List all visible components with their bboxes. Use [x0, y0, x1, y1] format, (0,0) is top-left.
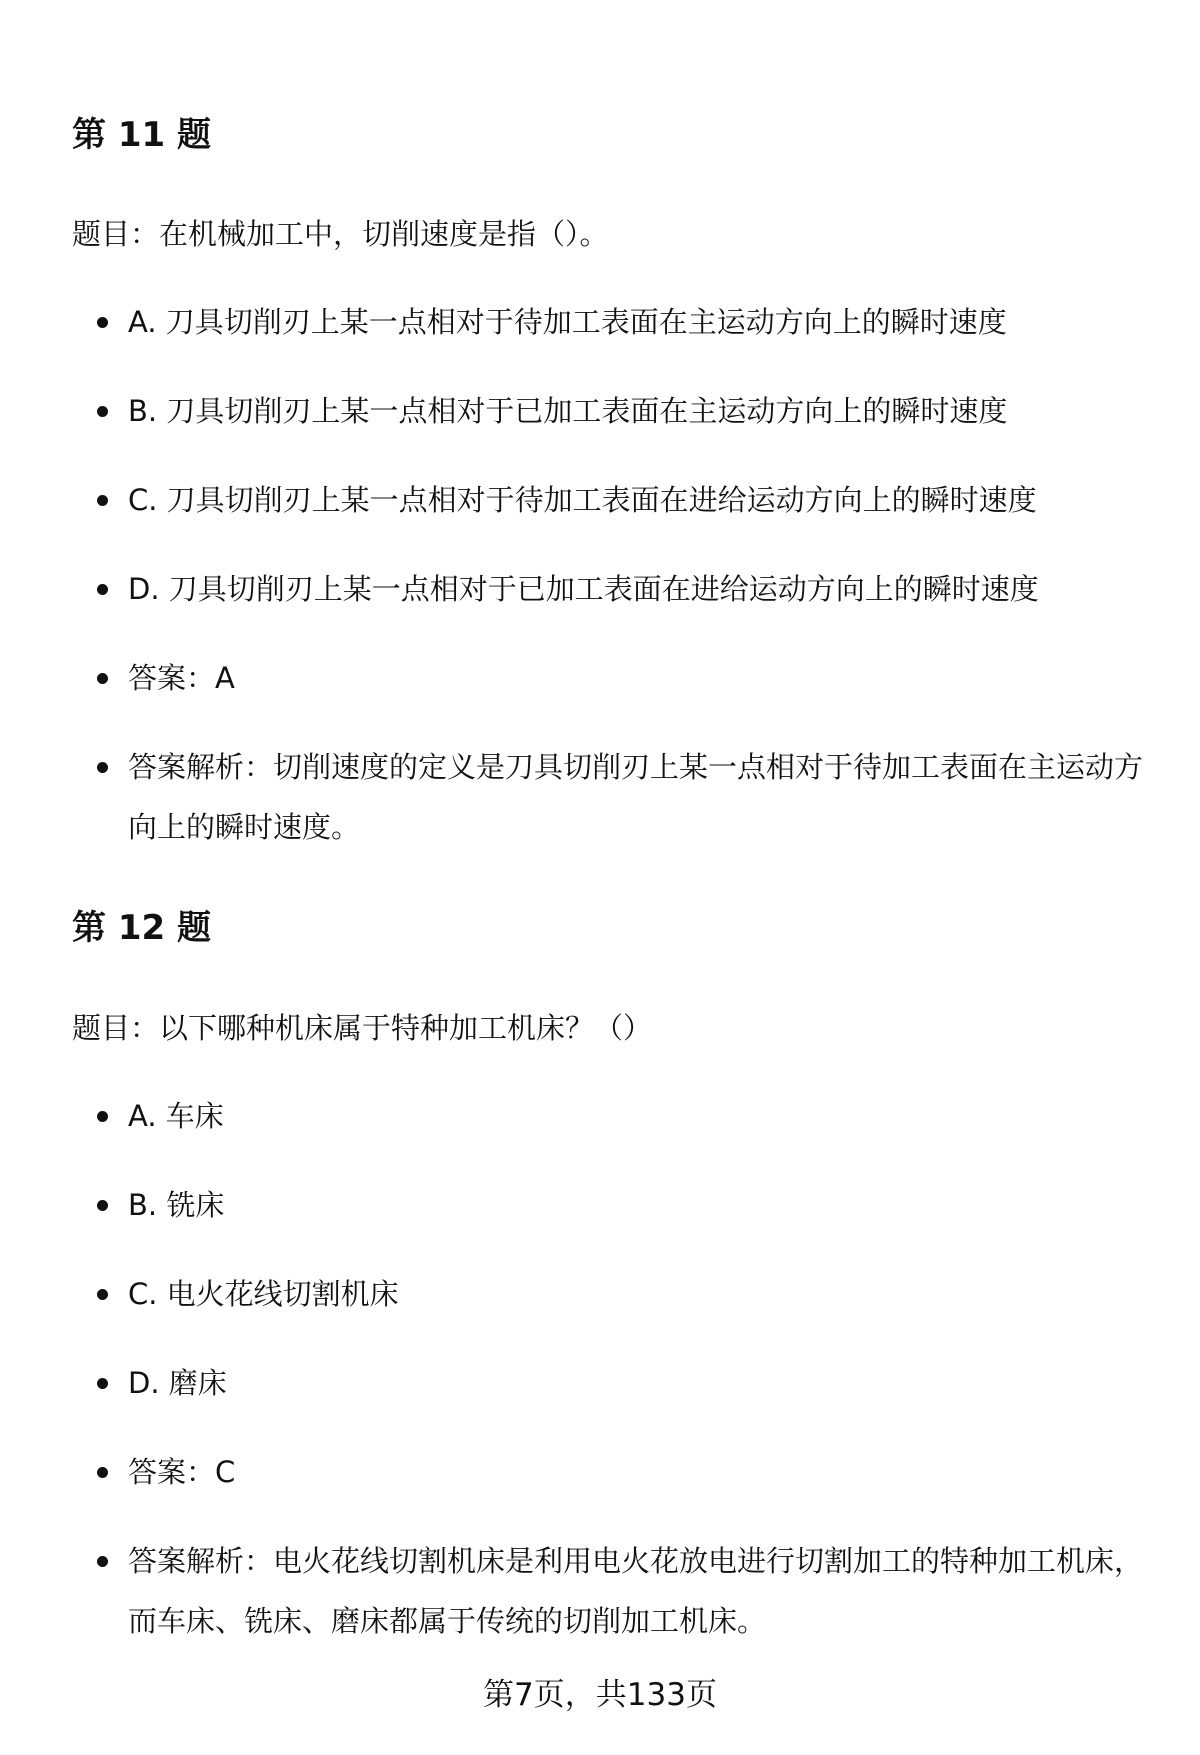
- option-text: B. 刀具切削刃上某一点相对于已加工表面在主运动方向上的瞬时速度: [128, 394, 1008, 428]
- option-text: B. 铣床: [128, 1188, 225, 1222]
- bullet-icon: [97, 406, 108, 417]
- answer-text: 答案：A: [128, 661, 235, 695]
- bullet-icon: [97, 1378, 108, 1389]
- answer-text: 答案：C: [128, 1455, 236, 1489]
- question-stem: 题目：在机械加工中，切削速度是指（）。: [72, 217, 609, 251]
- page-footer: 第7页，共133页: [483, 1677, 717, 1713]
- bullet-icon: [97, 1467, 108, 1478]
- option-text: A. 车床: [128, 1099, 224, 1133]
- option-text: D. 刀具切削刃上某一点相对于已加工表面在进给运动方向上的瞬时速度: [128, 572, 1039, 606]
- bullet-icon: [97, 495, 108, 506]
- bullet-icon: [97, 317, 108, 328]
- option-text: A. 刀具切削刃上某一点相对于待加工表面在主运动方向上的瞬时速度: [128, 305, 1007, 339]
- analysis-text: 答案解析：电火花线切割机床是利用电火花放电进行切割加工的特种加工机床，而车床、铣床、磨床都属于传统的切削加工机床。: [128, 1544, 1144, 1638]
- bullet-icon: [97, 584, 108, 595]
- bullet-icon: [97, 1289, 108, 1300]
- option-text: D. 磨床: [128, 1366, 227, 1400]
- option-text: C. 刀具切削刃上某一点相对于待加工表面在进给运动方向上的瞬时速度: [128, 483, 1037, 517]
- question-title: 第 12 题: [72, 908, 211, 948]
- option-text: C. 电火花线切割机床: [128, 1277, 399, 1311]
- question-title: 第 11 题: [72, 115, 211, 155]
- bullet-icon: [97, 1556, 108, 1567]
- question-stem: 题目：以下哪种机床属于特种加工机床？（）: [72, 1011, 653, 1045]
- bullet-icon: [97, 673, 108, 684]
- analysis-text: 答案解析：切削速度的定义是刀具切削刃上某一点相对于待加工表面在主运动方向上的瞬时速度。: [128, 750, 1144, 844]
- bullet-icon: [97, 762, 108, 773]
- bullet-icon: [97, 1111, 108, 1122]
- bullet-icon: [97, 1200, 108, 1211]
